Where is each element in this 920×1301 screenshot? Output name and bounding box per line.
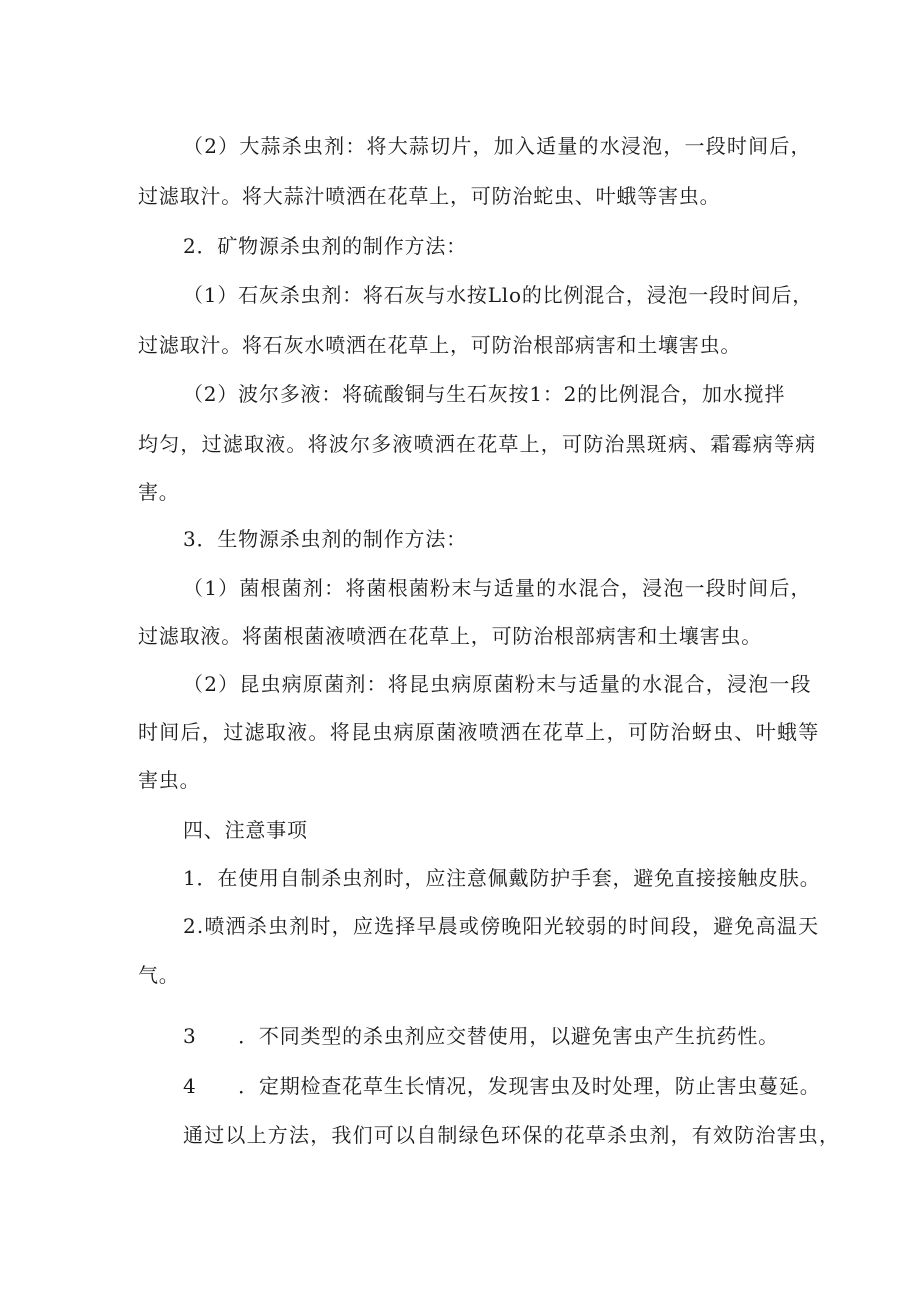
paragraph-line: 时间后，过滤取液。将昆虫病原菌液喷洒在花草上，可防治蚜虫、叶蛾等 (138, 720, 820, 744)
section-heading: 2．矿物源杀虫剂的制作方法： (183, 234, 467, 258)
section-heading: 四、注意事项 (183, 818, 308, 842)
paragraph-line: 过滤取液。将菌根菌液喷洒在花草上，可防治根部病害和土壤害虫。 (138, 624, 762, 648)
paragraph-line: 2.喷洒杀虫剂时，应选择早晨或傍晚阳光较弱的时间段，避免高温天 (183, 914, 820, 938)
paragraph-line: 均匀，过滤取液。将波尔多液喷洒在花草上，可防治黑斑病、霜霉病等病 (138, 432, 817, 456)
paragraph-line: 害。 (138, 480, 180, 504)
paragraph-line: 气。 (138, 963, 180, 987)
paragraph-line: 害虫。 (138, 768, 201, 792)
paragraph-line: 3 ．不同类型的杀虫剂应交替使用，以避免害虫产生抗药性。 (183, 1024, 779, 1048)
section-heading: 3．生物源杀虫剂的制作方法： (183, 527, 467, 551)
paragraph-line: 过滤取汁。将石灰水喷洒在花草上，可防治根部病害和土壤害虫。 (138, 333, 742, 357)
paragraph-line: （2）波尔多液：将硫酸铜与生石灰按1：2的比例混合，加水搅拌 (183, 382, 786, 406)
paragraph-line: 1．在使用自制杀虫剂时，应注意佩戴防护手套，避免直接接触皮肤。 (183, 866, 821, 890)
paragraph-line: （1）菌根菌剂：将菌根菌粉末与适量的水混合，浸泡一段时间后， (183, 576, 812, 600)
paragraph-line: 过滤取汁。将大蒜汁喷洒在花草上，可防治蛇虫、叶蛾等害虫。 (138, 184, 721, 208)
paragraph-line: （2）昆虫病原菌剂：将昆虫病原菌粉末与适量的水混合，浸泡一段 (183, 672, 812, 696)
paragraph-line: 4 ．定期检查花草生长情况，发现害虫及时处理，防止害虫蔓延。 (183, 1074, 821, 1098)
paragraph-line: 通过以上方法，我们可以自制绿色环保的花草杀虫剂，有效防治害虫， (183, 1123, 841, 1147)
paragraph-line: （2）大蒜杀虫剂：将大蒜切片，加入适量的水浸泡，一段时间后， (183, 134, 812, 158)
paragraph-line: （1）石灰杀虫剂：将石灰与水按Llo的比例混合，浸泡一段时间后， (183, 283, 814, 307)
